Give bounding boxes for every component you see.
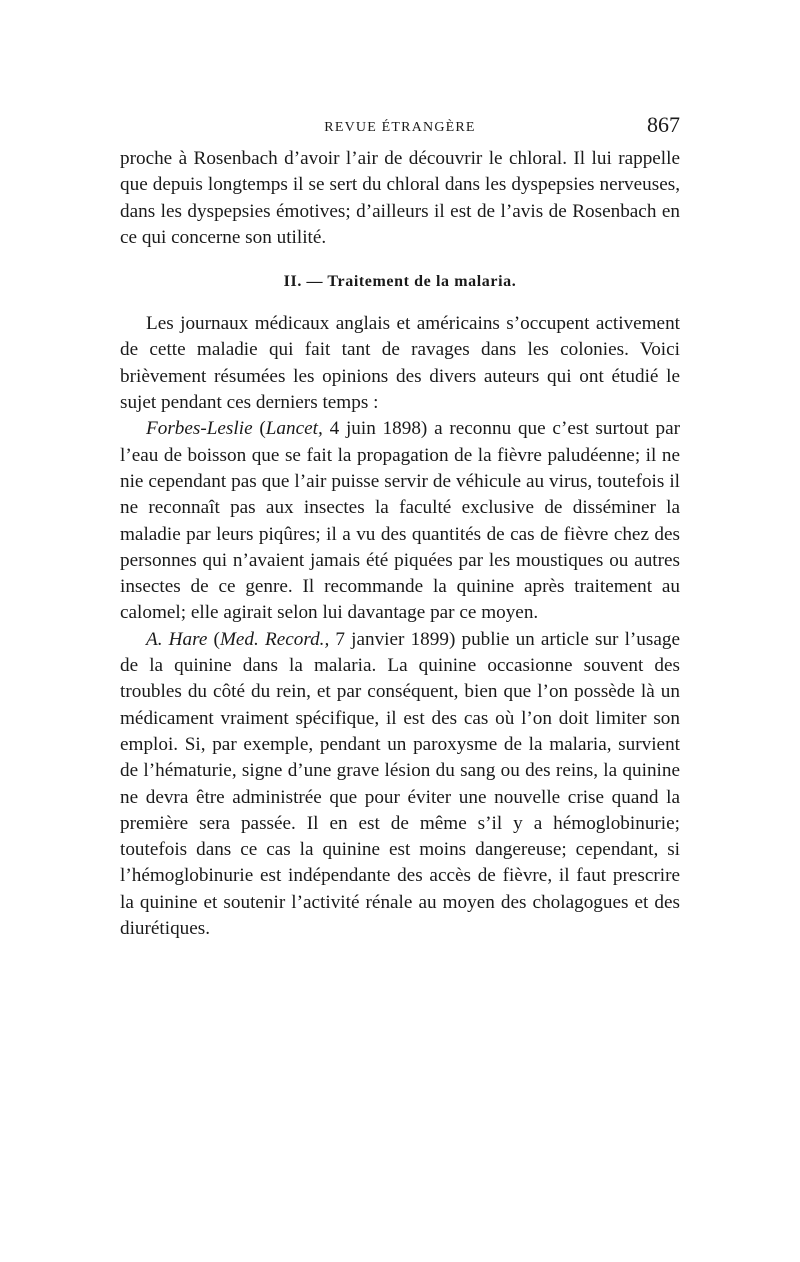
paragraph-forbes-leslie — [120, 416, 680, 626]
paragraph-malaria-intro: Les journaux médicaux anglais et américains s’occupent activement de cette maladie qui fait tant de ravages dans les colonies. Voici brièvement résumées les opinions des divers auteurs qui ont étudié le sujet pendant ces derniers temps : — [120, 313, 680, 414]
paragraph-hare — [120, 627, 680, 943]
document-page — [120, 112, 680, 942]
paren-open: ( — [207, 628, 220, 650]
running-header — [120, 112, 680, 142]
page-number: 867 — [647, 112, 680, 137]
section-heading-malaria: II. — Traitement de la malaria. — [283, 273, 517, 291]
author-name: A. Hare — [146, 628, 208, 650]
source-title: Lancet, — [265, 418, 323, 440]
running-title: REVUE ÉTRANGÈRE — [324, 120, 476, 135]
paragraph-chloral-continuation: proche à Rosenbach d’avoir l’air de découvrir le chloral. Il lui rappelle que depuis longtemps il se sert du chloral dans les dyspepsies nerveuses, dans les dyspepsies émotives; d’ailleurs il est de l’avis de Rosenbach en ce qui concerne son utilité. — [120, 148, 680, 248]
paragraph-body: 7 janvier 1899) publie un article sur l’usage de la quinine dans la malaria. La quinine occasionne souvent des troubles du côté du rein, et par conséquent, bien que l’on possède là un médicament vraiment spécifique, il est des cas où l’on doit limiter son emploi. Si, par exemple, pendant un paroxysme de la malaria, survient de l’hématurie, signe d’une grave lésion du sang ou des reins, la quinine ne devra être administrée que pour éviter une nouvelle crise quand la première sera passée. Il en est de même s’il y a hémoglobinurie; toutefois dans ce cas la quinine est moins dangereuse; cependant, si l’hémoglobinurie est indépendante des accès de fièvre, il faut prescrire la quinine et soutenir l’activité rénale au moyen des cholagogues et des diurétiques. — [120, 628, 680, 940]
paren-open: ( — [252, 418, 266, 440]
paragraph-body: 4 juin 1898) a reconnu que c’est surtout par l’eau de boisson que se fait la propagation de la fièvre paludéenne; il ne nie cependant pas que l’air puisse servir de véhicule au virus, toutefois il ne reconnaît pas aux insectes la faculté exclusive de disséminer la maladie par leurs piqûres; il a vu des quantités de cas de fièvre chez des personnes qui n’avaient jamais été piquées par les moustiques ou autres insectes de ce genre. Il recommande la quinine après traitement au calomel; elle agirait selon lui davantage par ce moyen. — [120, 418, 681, 624]
author-name: Forbes-Leslie — [146, 418, 253, 440]
source-title: Med. Record., — [219, 628, 330, 650]
